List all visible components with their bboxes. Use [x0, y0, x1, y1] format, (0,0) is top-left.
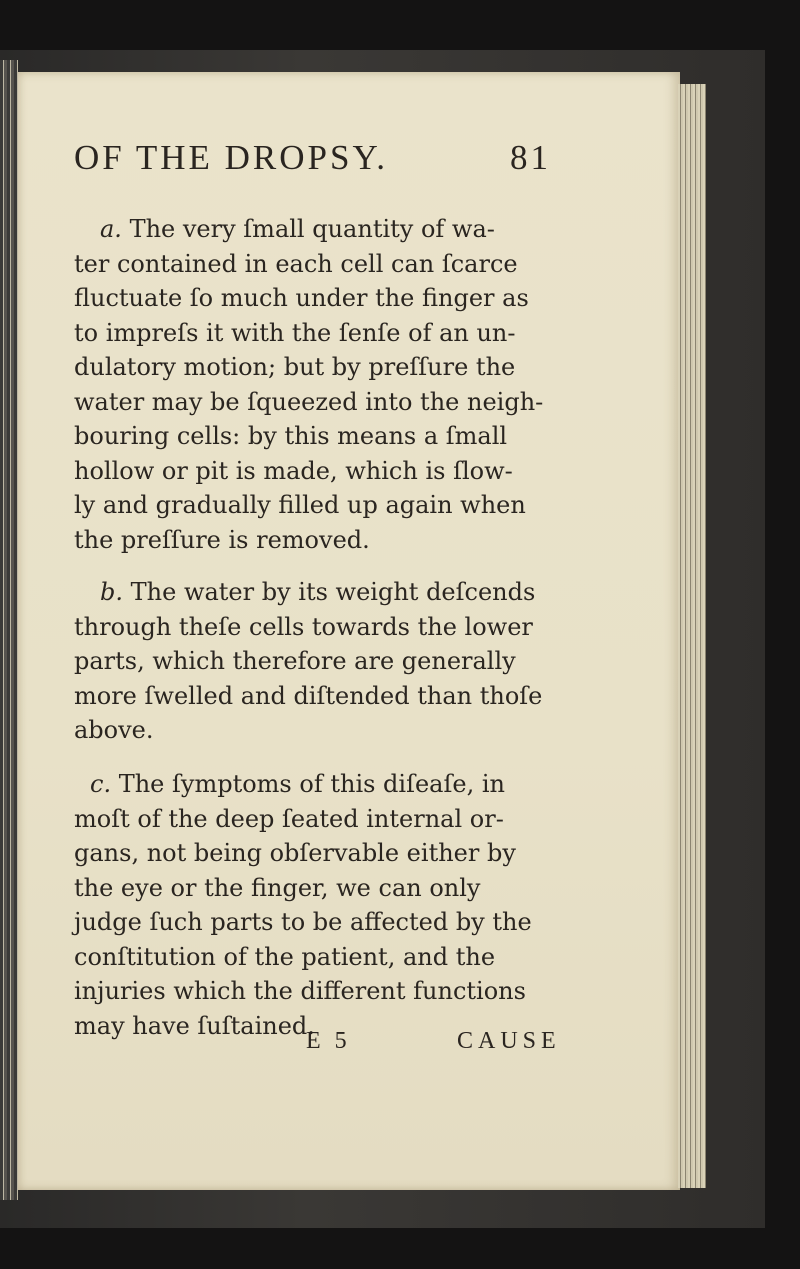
page-edges — [678, 84, 706, 1188]
page-text — [74, 138, 574, 1054]
paragraph-letter: a. — [100, 215, 122, 243]
signature-mark: E 5 — [306, 1028, 351, 1054]
paragraph-line: may have ſuſtained. — [74, 1011, 315, 1040]
paragraph-line: judge ſuch parts to be affected by the — [74, 908, 532, 936]
paragraph-line: bouring cells: by this means a ſmall — [74, 422, 508, 450]
page-number: 81 — [510, 138, 551, 177]
paragraph-line: c. The ſymptoms of this diſeaſe, in — [90, 770, 505, 798]
paragraph-c — [74, 767, 532, 1043]
paragraph-line: to impreſs it with the ſenſe of an un- — [74, 318, 516, 347]
paragraph-line: ter contained in each cell can ſcarce — [74, 249, 518, 278]
paragraph-line: gans, not being obſervable either by — [74, 839, 516, 867]
paragraph-letter: b. — [100, 578, 123, 606]
paragraph-line: a. The very ſmall quantity of wa- — [100, 215, 495, 243]
paragraph-line: more ſwelled and diſtended than thoſe — [74, 681, 543, 710]
paragraph-line: dulatory motion; but by preſſure the — [74, 353, 516, 381]
paragraph-letter: c. — [90, 770, 112, 798]
paragraph-line: parts, which therefore are generally — [74, 647, 516, 675]
paragraph-b — [74, 575, 542, 748]
paragraph-line: above. — [74, 716, 154, 744]
paragraph-line: conſtitution of the patient, and the — [74, 942, 496, 971]
paragraph-line: injuries which the different functions — [74, 977, 526, 1005]
paragraph-line: moſt of the deep ſeated internal or- — [74, 804, 504, 833]
paragraph-line: b. The water by its weight deſcends — [100, 578, 536, 606]
paragraph-line: the eye or the finger, we can only — [74, 873, 481, 902]
catchword: CAUSE — [457, 1028, 561, 1054]
running-header — [74, 138, 574, 186]
paragraph-line: fluctuate ſo much under the finger as — [74, 284, 529, 312]
paragraph-a — [74, 212, 543, 557]
paragraph-line: ly and gradually filled up again when — [74, 491, 526, 519]
paragraph-line: hollow or pit is made, which is ſlow- — [74, 456, 513, 485]
paragraph-line: the preſſure is removed. — [74, 525, 370, 554]
binding-edge — [0, 60, 18, 1200]
paragraph-line: water may be ſqueezed into the neigh- — [74, 387, 544, 416]
header-title: OF THE DROPSY. — [74, 138, 388, 177]
paragraph-line: through theſe cells towards the lower — [74, 612, 533, 641]
